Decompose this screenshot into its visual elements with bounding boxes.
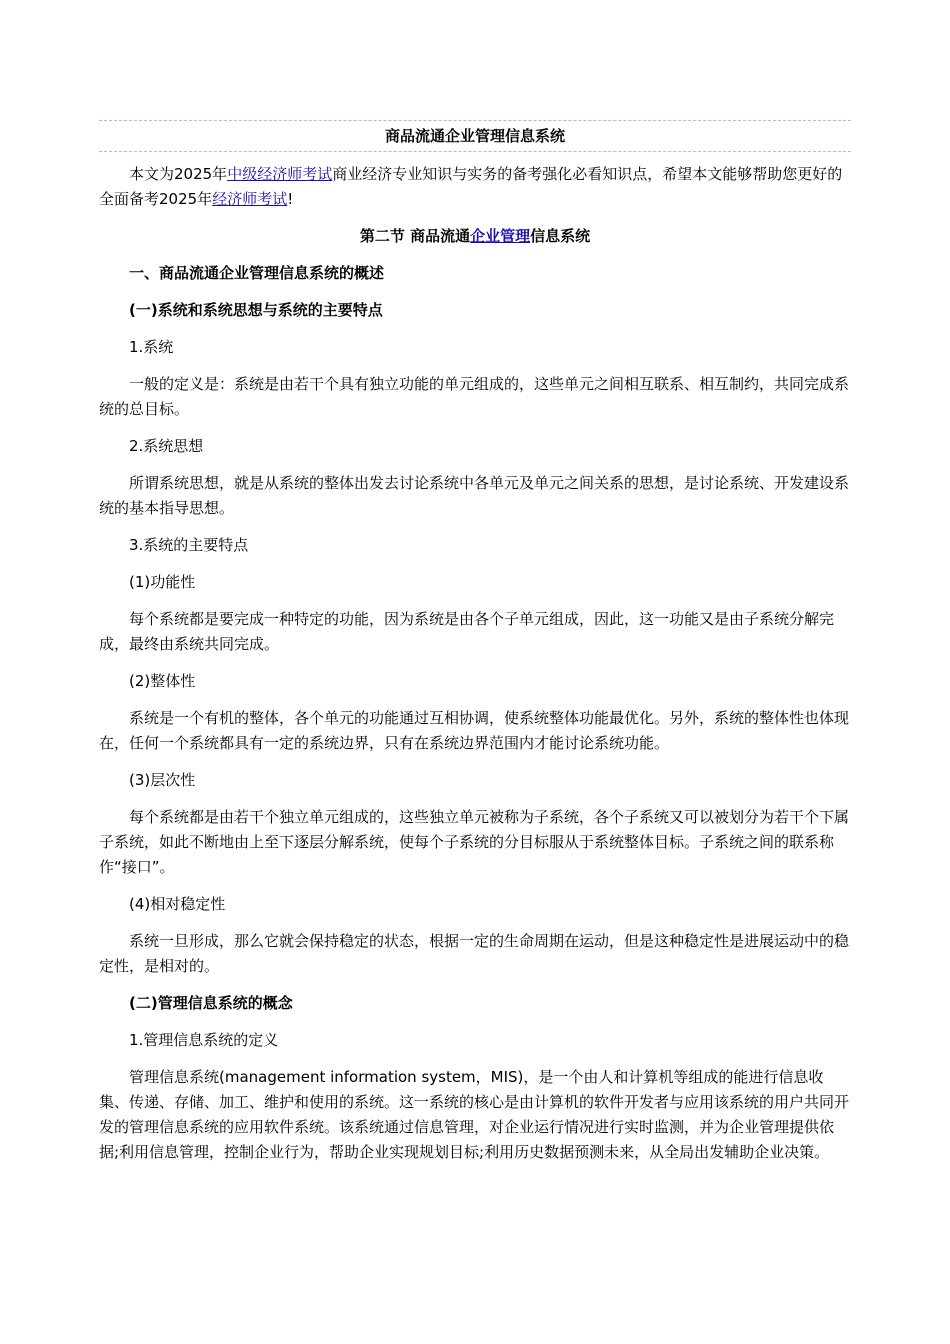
link-economist-exam[interactable]: 经济师考试 [212,190,288,208]
intro-text-middle: 商业经济专业知识与实务的备考强化必看知识点，希望本文能够帮助您更好的全面备考2025年 [99,165,843,208]
intro-paragraph [99,162,851,212]
link-intermediate-economist-exam[interactable]: 中级经济师考试 [227,165,333,183]
feature-stability-title: (4)相对稳定性 [129,895,226,913]
section-heading [99,224,851,249]
heading-level-1: 一、商品流通企业管理信息系统的概述 [129,264,385,282]
feature-integrity-title: (2)整体性 [129,672,196,690]
paragraph-system-thinking: 所谓系统思想，就是从系统的整体出发去讨论系统中各单元及单元之间关系的思想，是讨论系统、开发建设系统的基本指导思想。 [99,474,850,517]
paragraph-system-definition: 一般的定义是：系统是由若干个具有独立功能的单元组成的，这些单元之间相互联系、相互制约，共同完成系统的总目标。 [99,375,850,418]
feature-hierarchy-body: 每个系统都是由若干个独立单元组成的，这些独立单元被称为子系统，各个子系统又可以被划分为若干个下属子系统，如此不断地由上至下逐层分解系统，使每个子系统的分目标服从于系统整体目标。子系统之间的联系称作“接口”。 [99,808,850,876]
document-body [99,120,851,1165]
feature-hierarchy-title: (3)层次性 [129,771,196,789]
subheading-mis-definition: 1.管理信息系统的定义 [129,1031,279,1049]
title-dashed-divider [99,151,851,152]
heading-mis-concept: (二)管理信息系统的概念 [129,994,293,1012]
feature-functionality-body: 每个系统都是要完成一种特定的功能，因为系统是由各个子单元组成，因此，这一功能又是由子系统分解完成，最终由系统共同完成。 [99,610,835,653]
feature-stability-body: 系统一旦形成，那么它就会保持稳定的状态，根据一定的生命周期在运动，但是这种稳定性是进展运动中的稳定性，是相对的。 [99,932,850,975]
section-heading-end: 信息系统 [530,227,591,245]
top-dashed-divider [99,120,851,121]
document-title: 商品流通企业管理信息系统 [384,127,565,145]
link-enterprise-management[interactable]: 企业管理 [470,227,531,245]
heading-systems-features: (一)系统和系统思想与系统的主要特点 [129,301,383,319]
subheading-main-features: 3.系统的主要特点 [129,536,249,554]
subheading-system: 1.系统 [129,338,174,356]
intro-text-end: ! [287,190,294,208]
intro-text-start: 本文为2025年 [129,165,228,183]
section-heading-start: 第二节 商品流通 [359,227,471,245]
paragraph-mis-definition: 管理信息系统(management information system，MIS)，是一个由人和计算机等组成的能进行信息收集、传递、存储、加工、维护和使用的系统。这一系统的核心是由计算机的软件开发者与应用该系统的用户共同开发的管理信息系统的应用软件系统。该系统通过信息管理，对企业运行情况进行实时监测，并为企业管理提供依据;利用信息管理，控制企业行为，帮助企业实现规划目标;利用历史数据预测未来，从全局出发辅助企业决策。 [99,1068,850,1161]
feature-functionality-title: (1)功能性 [129,573,196,591]
subheading-system-thinking: 2.系统思想 [129,437,204,455]
feature-integrity-body: 系统是一个有机的整体，各个单元的功能通过互相协调，使系统整体功能最优化。另外，系统的整体性也体现在，任何一个系统都具有一定的系统边界，只有在系统边界范围内才能讨论系统功能。 [99,709,850,752]
